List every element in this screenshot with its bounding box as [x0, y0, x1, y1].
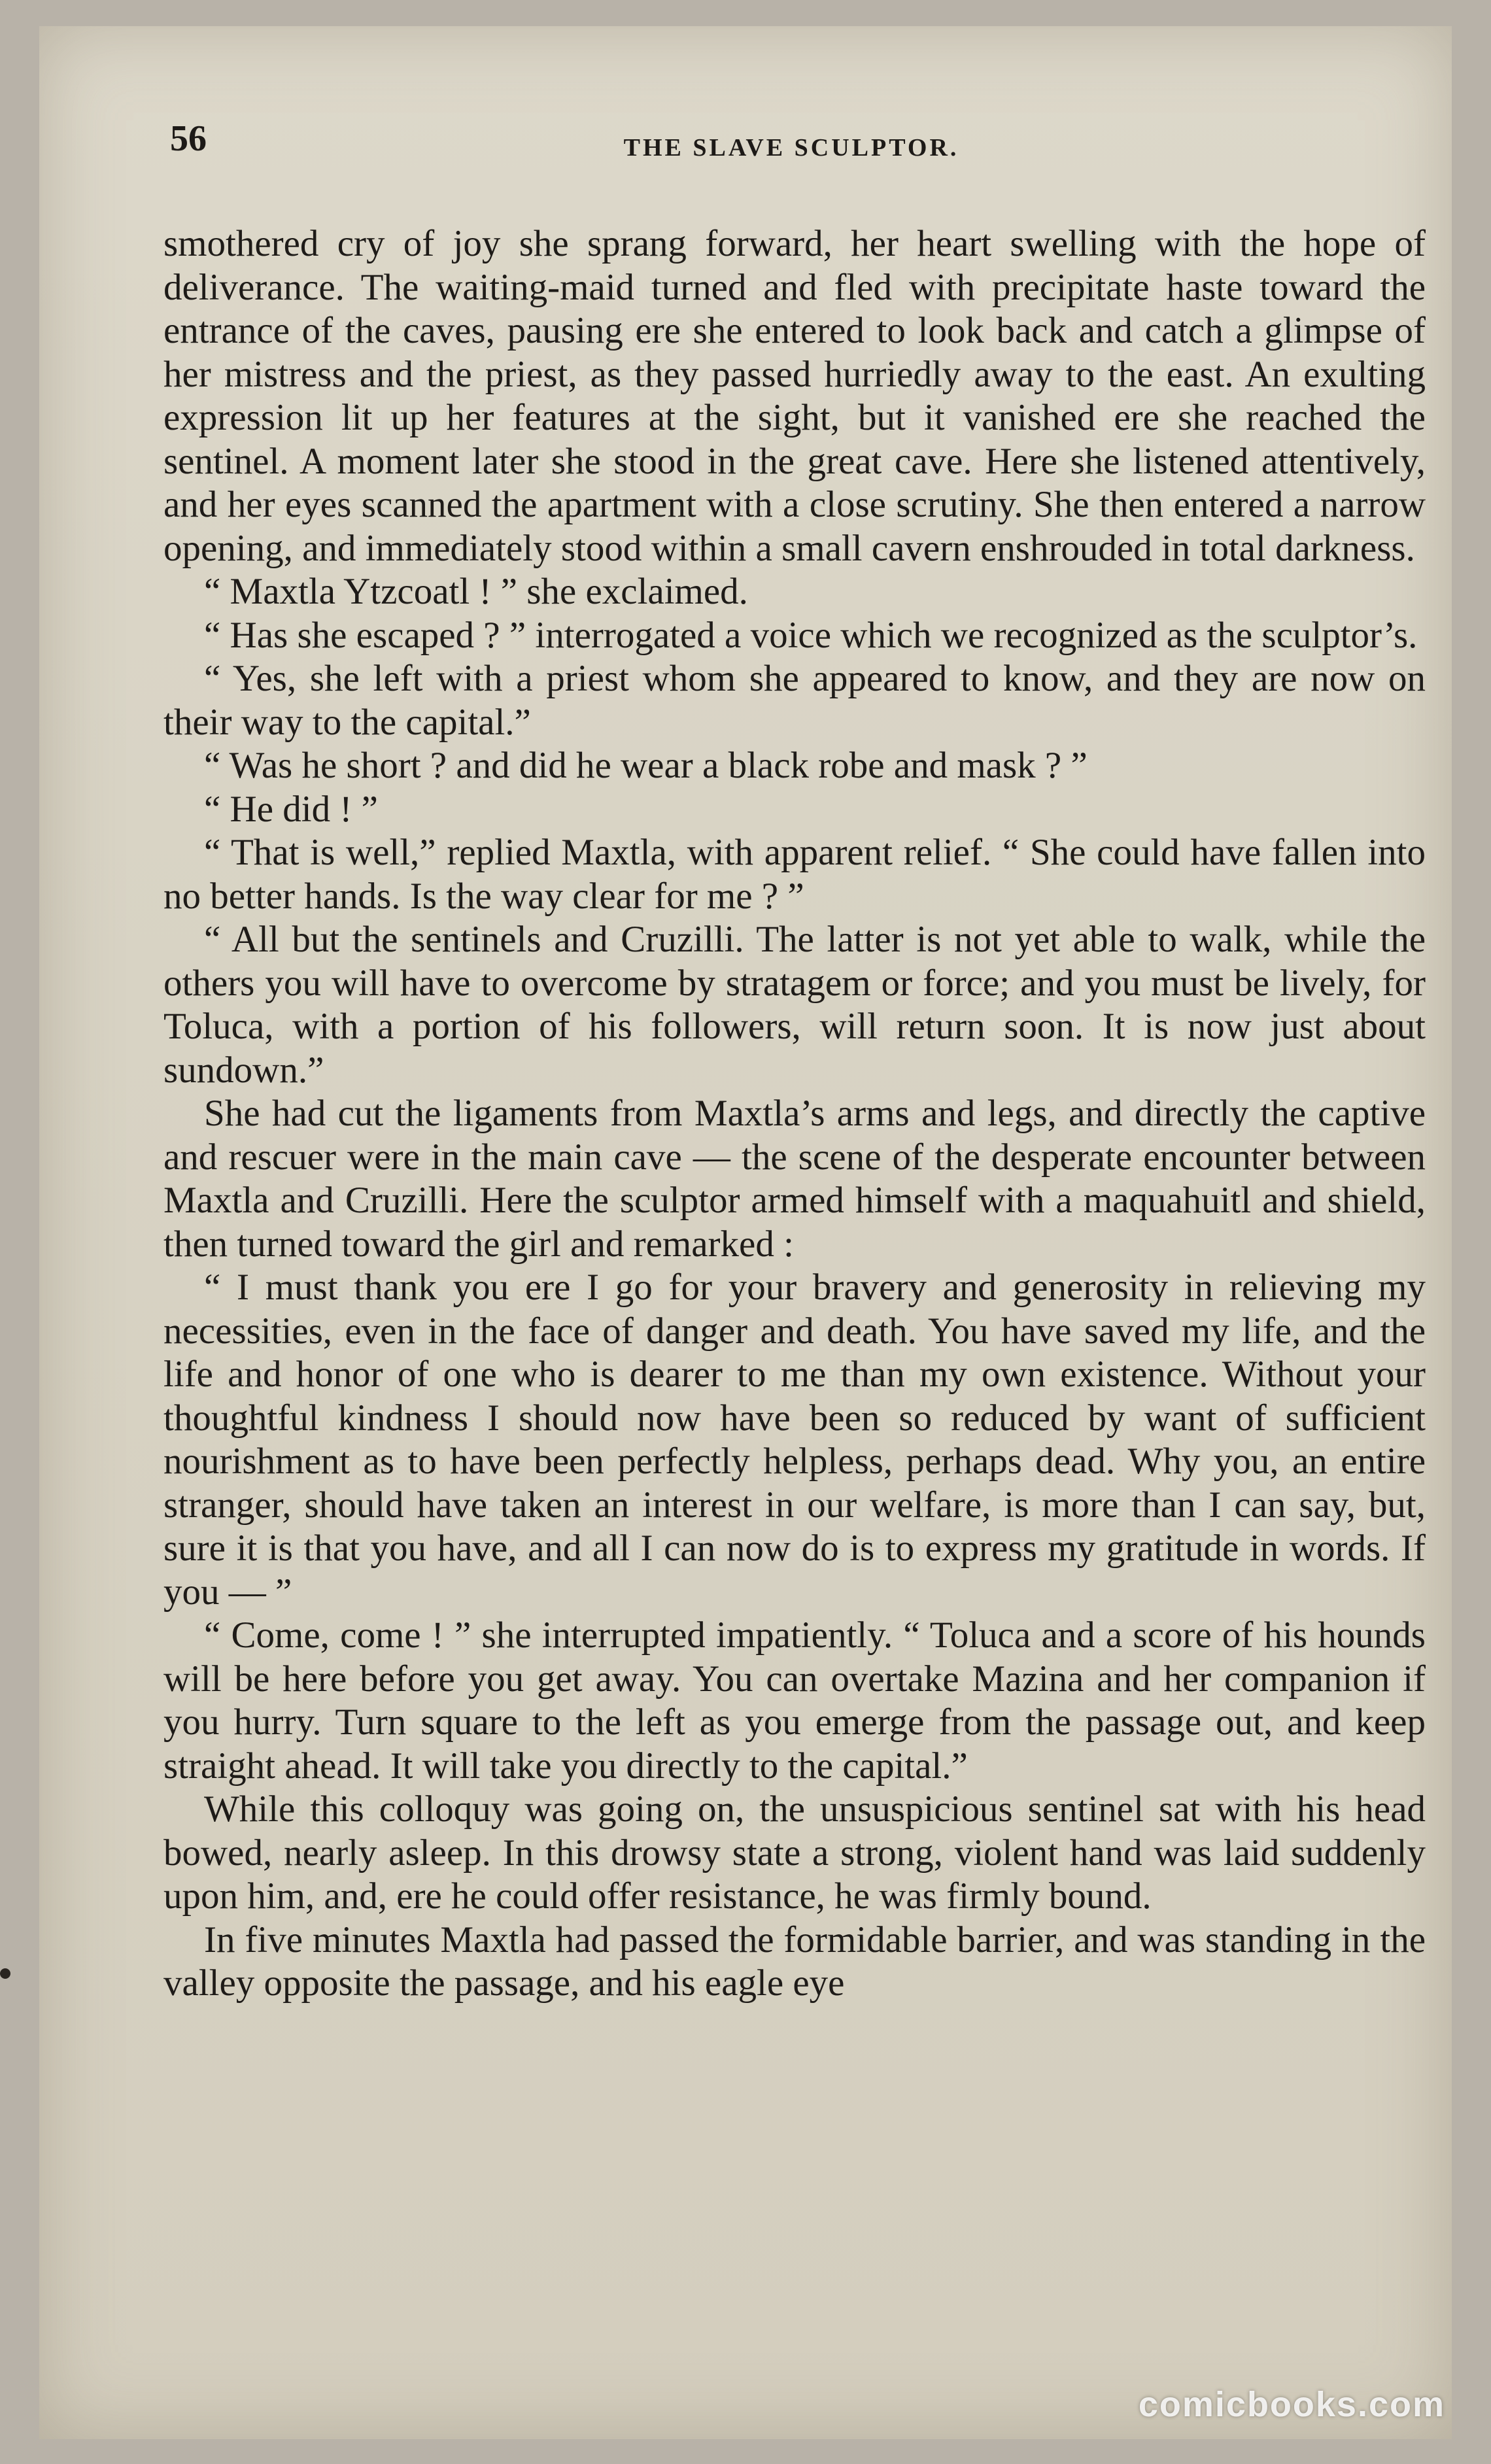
watermark: comicbooks.com [1138, 2385, 1445, 2424]
paragraph: “ Maxtla Ytzcoatl ! ” she exclaimed. [204, 571, 748, 612]
paragraph: “ I must thank you ere I go for your bravery and generosity in relieving my necessities, even in the face of danger and death. You have saved my life, and the life and honor of one who is dearer to me than my own existence. Without your thoughtful kindness I should now have been so reduced by want of sufficient nourishment as to have been perfectly helpless, perhaps dead. Why you, an entire stranger, should have taken an interest in our welfare, is more than I can say, but, sure it is that you have, and all I can now do is to express my gratitude in words. If you — ” [163, 1267, 1426, 1613]
page-number: 56 [170, 118, 207, 159]
book-page [39, 26, 1452, 2439]
body-text [163, 222, 1426, 2006]
paragraph: “ Has she escaped ? ” interrogated a voice which we recognized as the sculptor’s. [204, 614, 1418, 656]
running-head [170, 105, 1413, 163]
paragraph: “ All but the sentinels and Cruzilli. The latter is not yet able to walk, while the others you will have to overcome by stratagem or force; and you must be lively, for Toluca, with a portion of his followers, will return soon. It is now just about sundown.” [163, 919, 1426, 1091]
ink-spot [0, 1968, 10, 1979]
paragraph: “ Yes, she left with a priest whom she appeared to know, and they are now on their way to the capital.” [163, 658, 1426, 743]
paragraph: She had cut the ligaments from Maxtla’s arms and legs, and directly the captive and rescuer were in the main cave — the scene of the desperate encounter between Maxtla and Cruzilli. Here the sculptor armed himself with a maquahuitl and shield, then turned toward the girl and remarked : [163, 1093, 1426, 1265]
paragraph: “ Come, come ! ” she interrupted impatiently. “ Toluca and a score of his hounds will be here before you get away. You can overtake Mazina and her companion if you hurry. Turn square to the left as you emerge from the passage out, and keep straight ahead. It will take you directly to the capital.” [163, 1615, 1426, 1787]
running-title: THE SLAVE SCULPTOR. [623, 134, 959, 162]
paragraph: “ He did ! ” [204, 788, 378, 830]
paragraph: While this colloquy was going on, the unsuspicious sentinel sat with his head bowed, nearly asleep. In this drowsy state a strong, violent hand was laid suddenly upon him, and, ere he could offer resistance, he was firmly bound. [163, 1788, 1426, 1917]
paragraph: “ That is well,” replied Maxtla, with apparent relief. “ She could have fallen into no better hands. Is the way clear for me ? ” [163, 832, 1426, 917]
paragraph: “ Was he short ? and did he wear a black robe and mask ? ” [204, 745, 1088, 786]
paragraph: smothered cry of joy she sprang forward, her heart swelling with the hope of deliverance. The waiting-maid turned and fled with precipitate haste toward the entrance of the caves, pausing ere she entered to look back and catch a glimpse of her mistress and the priest, as they passed hurriedly away to the east. An exulting expression lit up her features at the sight, but it vanished ere she reached the sentinel. A moment later she stood in the great cave. Here she listened attentively, and her eyes scanned the apartment with a close scrutiny. She then entered a narrow opening, and immediately stood within a small cavern enshrouded in total darkness. [163, 223, 1426, 569]
paragraph: In five minutes Maxtla had passed the formidable barrier, and was standing in the valley opposite the passage, and his eagle eye [163, 1919, 1426, 2004]
